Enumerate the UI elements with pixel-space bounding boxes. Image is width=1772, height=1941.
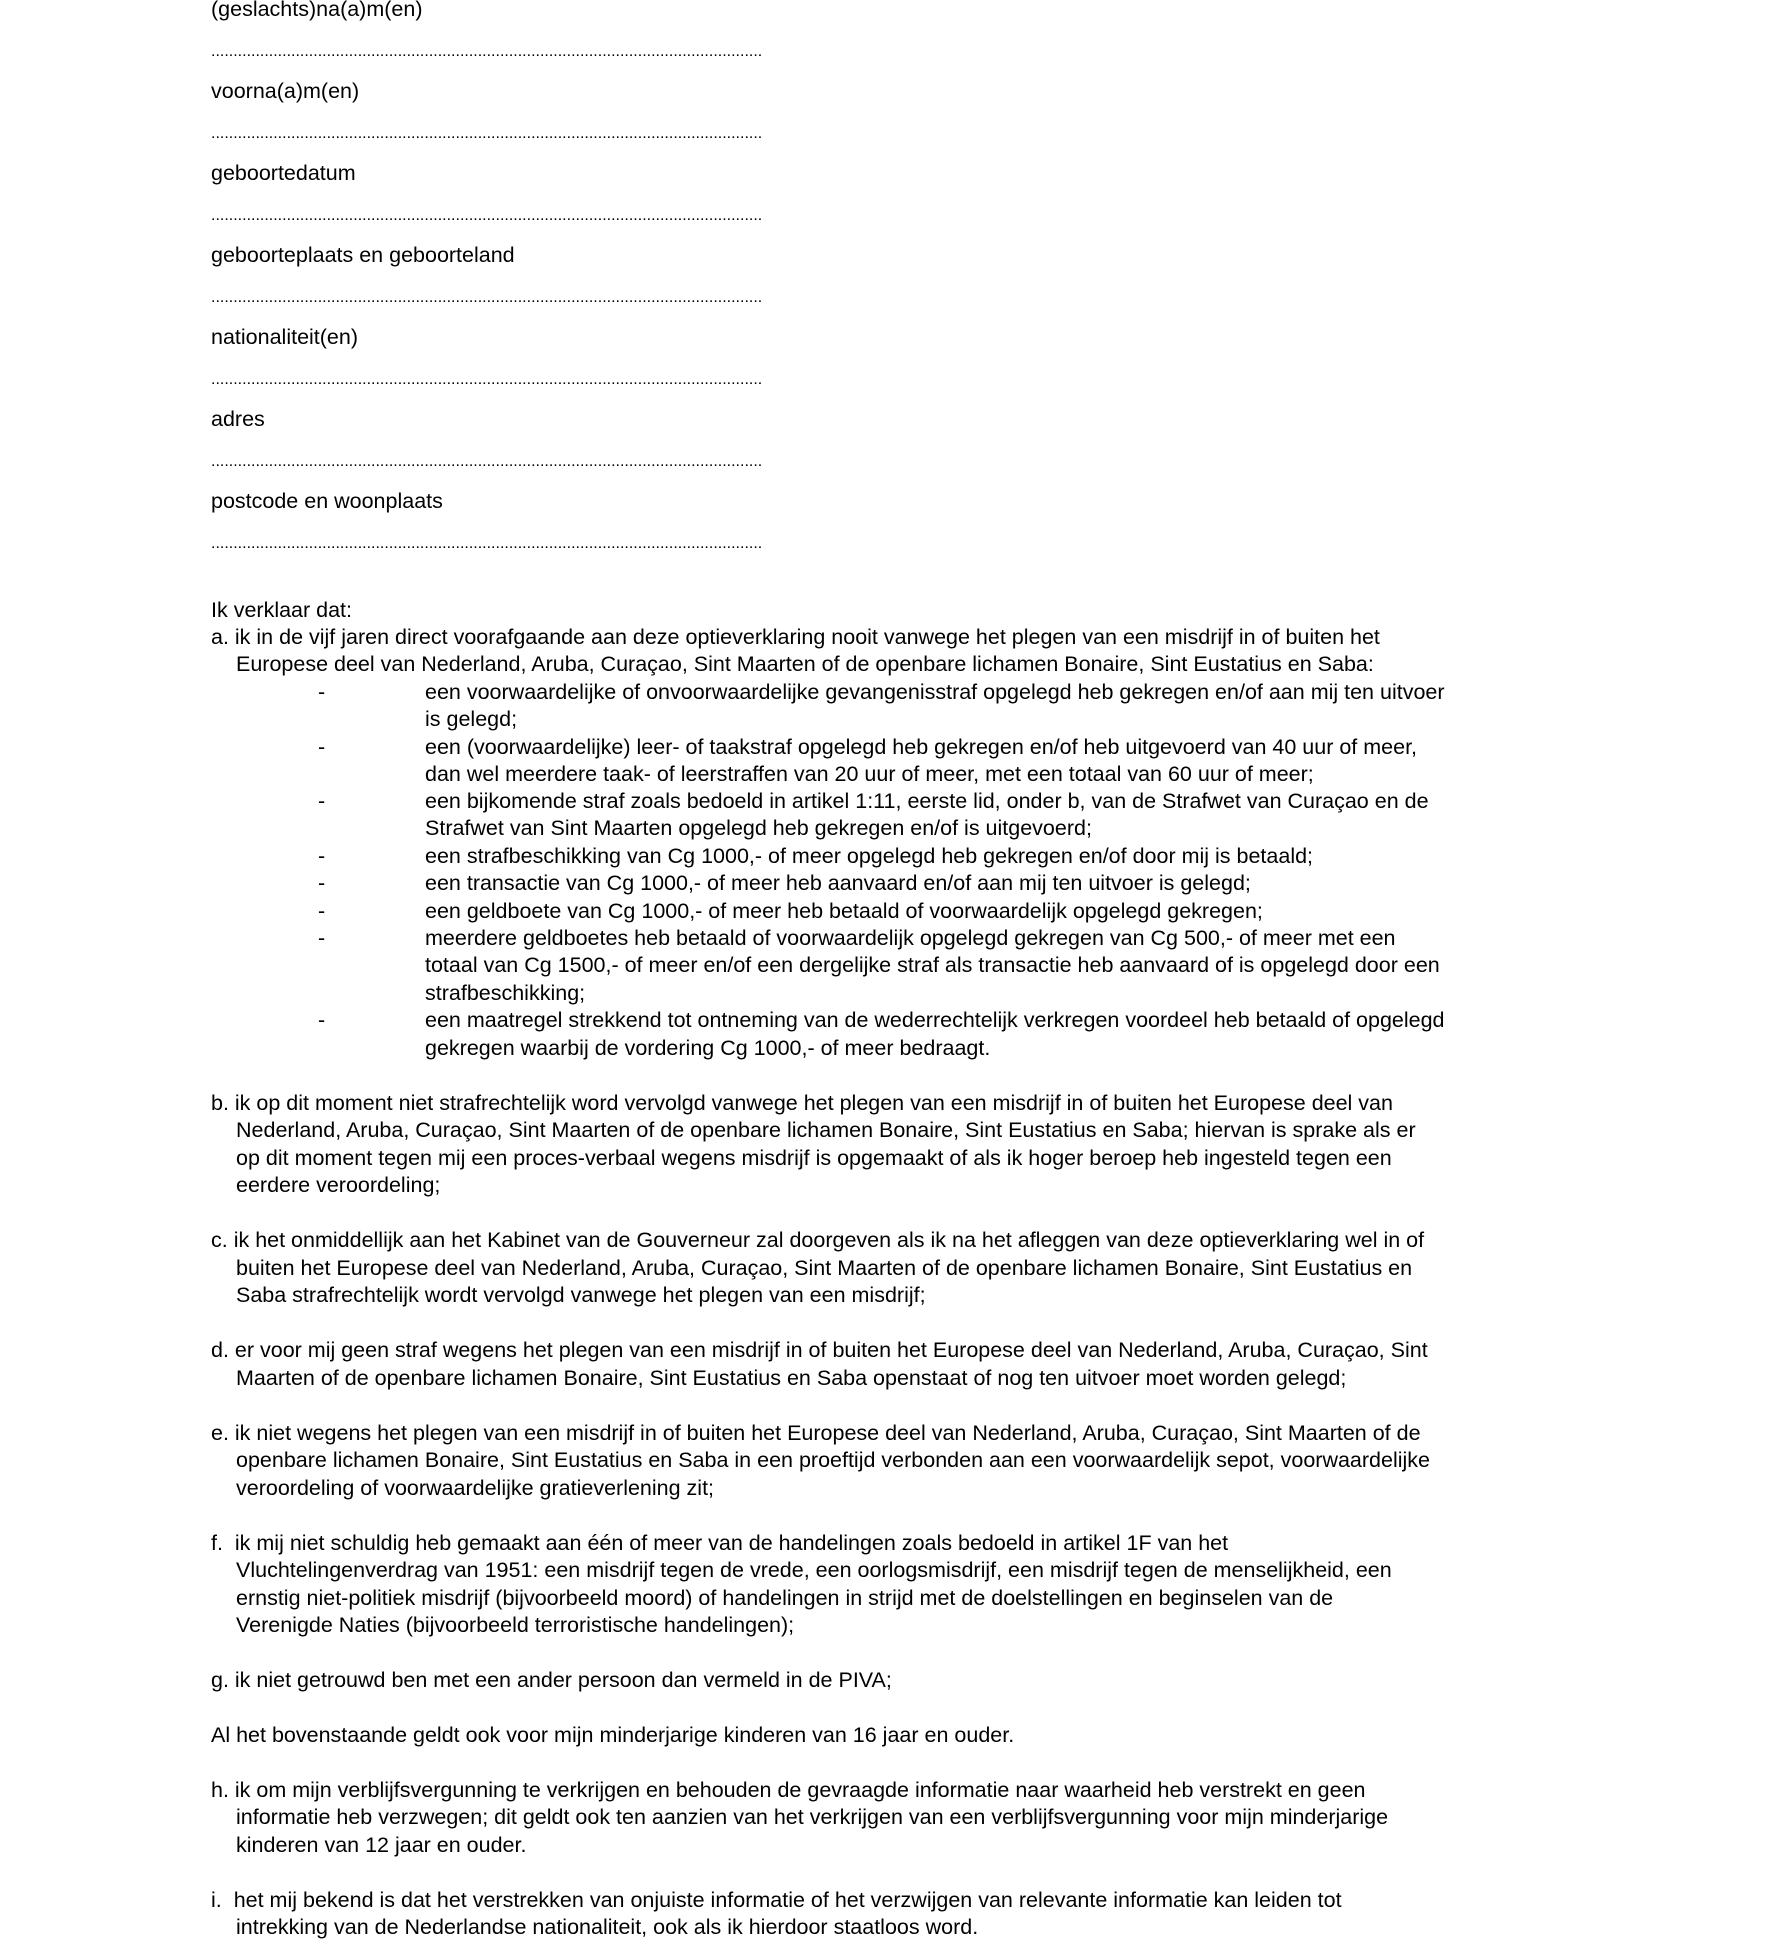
bullet-text: een voorwaardelijke of onvoorwaardelijke gevangenisstraf opgelegd heb gekregen en/of aan mij ten uitvoer: [425, 680, 1445, 704]
clause-i-line: intrekking van de Nederlandse nationaliteit, ook als ik hierdoor staatloos word.: [236, 1915, 979, 1939]
bullet-text: een (voorwaardelijke) leer- of taakstraf opgelegd heb gekregen en/of heb uitgevoerd van 40 uur of meer,: [425, 735, 1418, 759]
clause-c-line: buiten het Europese deel van Nederland, Aruba, Curaçao, Sint Maarten of de openbare lichamen Bonaire, Sint Eustatius en: [236, 1256, 1413, 1280]
bullet-text: is gelegd;: [425, 707, 518, 731]
clause-f-line: f. ik mij niet schuldig heb gemaakt aan één of meer van de handelingen zoals bedoeld in artikel 1F van het: [211, 1531, 1229, 1555]
bullet-dash: -: [318, 926, 326, 950]
field-label-surname: (geslachts)na(a)m(en): [211, 0, 423, 21]
field-label-birthplace: geboorteplaats en geboorteland: [211, 243, 515, 267]
field-line-birthplace[interactable]: ............................................................................................................................: [211, 289, 763, 306]
field-line-firstnames[interactable]: ............................................................................................................................: [211, 125, 763, 142]
clause-g-line: g. ik niet getrouwd ben met een ander persoon dan vermeld in de PIVA;: [211, 1668, 892, 1692]
clause-e-line: e. ik niet wegens het plegen van een misdrijf in of buiten het Europese deel van Nederland, Aruba, Curaçao, Sint Maarten of de: [211, 1421, 1421, 1445]
field-line-address[interactable]: ............................................................................................................................: [211, 453, 763, 470]
bullet-text: Strafwet van Sint Maarten opgelegd heb gekregen en/of is uitgevoerd;: [425, 816, 1092, 840]
bullet-text: strafbeschikking;: [425, 981, 586, 1005]
clause-c-line: Saba strafrechtelijk wordt vervolgd vanwege het plegen van een misdrijf;: [236, 1283, 926, 1307]
field-label-birthdate: geboortedatum: [211, 161, 356, 185]
clause-h-line: h. ik om mijn verblijfsvergunning te verkrijgen en behouden de gevraagde informatie naar waarheid heb verstrekt en geen: [211, 1778, 1366, 1802]
declaration-intro: Ik verklaar dat:: [211, 598, 352, 622]
clause-b-line: op dit moment tegen mij een proces-verbaal wegens misdrijf is opgemaakt of als ik hoger beroep heb ingesteld tegen een: [236, 1146, 1392, 1170]
clause-e-line: openbare lichamen Bonaire, Sint Eustatius en Saba in een proeftijd verbonden aan een voorwaardelijk sepot, voorwaardelijke: [236, 1448, 1431, 1472]
field-label-postcode-city: postcode en woonplaats: [211, 489, 443, 513]
clause-i-line: i. het mij bekend is dat het verstrekken van onjuiste informatie of het verzwijgen van relevante informatie kan leiden tot: [211, 1888, 1342, 1912]
field-line-surname[interactable]: ............................................................................................................................: [211, 43, 763, 60]
bullet-dash: -: [318, 789, 326, 813]
clause-h-line: kinderen van 12 jaar en ouder.: [236, 1833, 527, 1857]
bullet-text: meerdere geldboetes heb betaald of voorwaardelijk opgelegd gekregen van Cg 500,- of meer met een: [425, 926, 1396, 950]
bullet-dash: -: [318, 680, 326, 704]
clause-f-line: Vluchtelingenverdrag van 1951: een misdrijf tegen de vrede, een oorlogsmisdrijf, een misdrijf tegen de menselijkheid, een: [236, 1558, 1392, 1582]
bullet-dash: -: [318, 899, 326, 923]
clause-b-line: b. ik op dit moment niet strafrechtelijk word vervolgd vanwege het plegen van een misdrijf in of buiten het Europese deel van: [211, 1091, 1393, 1115]
field-line-nationality[interactable]: ............................................................................................................................: [211, 371, 763, 388]
clause-a-line: Europese deel van Nederland, Aruba, Curaçao, Sint Maarten of de openbare lichamen Bonaire, Sint Eustatius en Saba:: [236, 652, 1374, 676]
bullet-dash: -: [318, 871, 326, 895]
clause-f-line: Verenigde Naties (bijvoorbeeld terroristische handelingen);: [236, 1613, 795, 1637]
clause-d-line: Maarten of de openbare lichamen Bonaire, Sint Eustatius en Saba openstaat of nog ten uitvoer moet worden gelegd;: [236, 1366, 1347, 1390]
clause-b-line: Nederland, Aruba, Curaçao, Sint Maarten of de openbare lichamen Bonaire, Sint Eustatius en Saba; hiervan is sprake als er: [236, 1118, 1416, 1142]
clause-c-line: c. ik het onmiddellijk aan het Kabinet van de Gouverneur zal doorgeven als ik na het afleggen van deze optieverklaring wel in of: [211, 1228, 1425, 1252]
bullet-text: een transactie van Cg 1000,- of meer heb aanvaard en/of aan mij ten uitvoer is gelegd;: [425, 871, 1251, 895]
bullet-text: gekregen waarbij de vordering Cg 1000,- of meer bedraagt.: [425, 1036, 991, 1060]
field-line-postcode-city[interactable]: ............................................................................................................................: [211, 535, 763, 552]
bullet-dash: -: [318, 735, 326, 759]
clause-h-line: informatie heb verzwegen; dit geldt ook ten aanzien van het verkrijgen van een verblijfsvergunning voor mijn minderjarige: [236, 1805, 1389, 1829]
bullet-text: totaal van Cg 1500,- of meer en/of een dergelijke straf als transactie heb aanvaard of is opgelegd door een: [425, 953, 1440, 977]
clause-f-line: ernstig niet-politiek misdrijf (bijvoorbeeld moord) of handelingen in strijd met de doelstellingen en beginselen van de: [236, 1586, 1334, 1610]
bullet-dash: -: [318, 1008, 326, 1032]
clause-b-line: eerdere veroordeling;: [236, 1173, 441, 1197]
bullet-text: een bijkomende straf zoals bedoeld in artikel 1:11, eerste lid, onder b, van de Strafwet van Curaçao en de: [425, 789, 1429, 813]
bullet-text: een maatregel strekkend tot ontneming van de wederrechtelijk verkregen voordeel heb betaald of opgelegd: [425, 1008, 1445, 1032]
field-label-nationality: nationaliteit(en): [211, 325, 359, 349]
field-line-birthdate[interactable]: ............................................................................................................................: [211, 207, 763, 224]
clause-d-line: d. er voor mij geen straf wegens het plegen van een misdrijf in of buiten het Europese deel van Nederland, Aruba, Curaçao, Sint: [211, 1338, 1428, 1362]
bullet-text: een geldboete van Cg 1000,- of meer heb betaald of voorwaardelijk opgelegd gekregen;: [425, 899, 1263, 923]
bullet-dash: -: [318, 844, 326, 868]
bullet-text: een strafbeschikking van Cg 1000,- of meer opgelegd heb gekregen en/of door mij is betaald;: [425, 844, 1314, 868]
field-label-address: adres: [211, 407, 265, 431]
bullet-text: dan wel meerdere taak- of leerstraffen van 20 uur of meer, met een totaal van 60 uur of meer;: [425, 762, 1314, 786]
field-label-firstnames: voorna(a)m(en): [211, 79, 360, 103]
clause-a-line: a. ik in de vijf jaren direct voorafgaande aan deze optieverklaring nooit vanwege het plegen van een misdrijf in of buiten het: [211, 625, 1380, 649]
clause-e-line: veroordeling of voorwaardelijke gratieverlening zit;: [236, 1476, 715, 1500]
minor-children-note: Al het bovenstaande geldt ook voor mijn minderjarige kinderen van 16 jaar en ouder.: [211, 1723, 1015, 1747]
